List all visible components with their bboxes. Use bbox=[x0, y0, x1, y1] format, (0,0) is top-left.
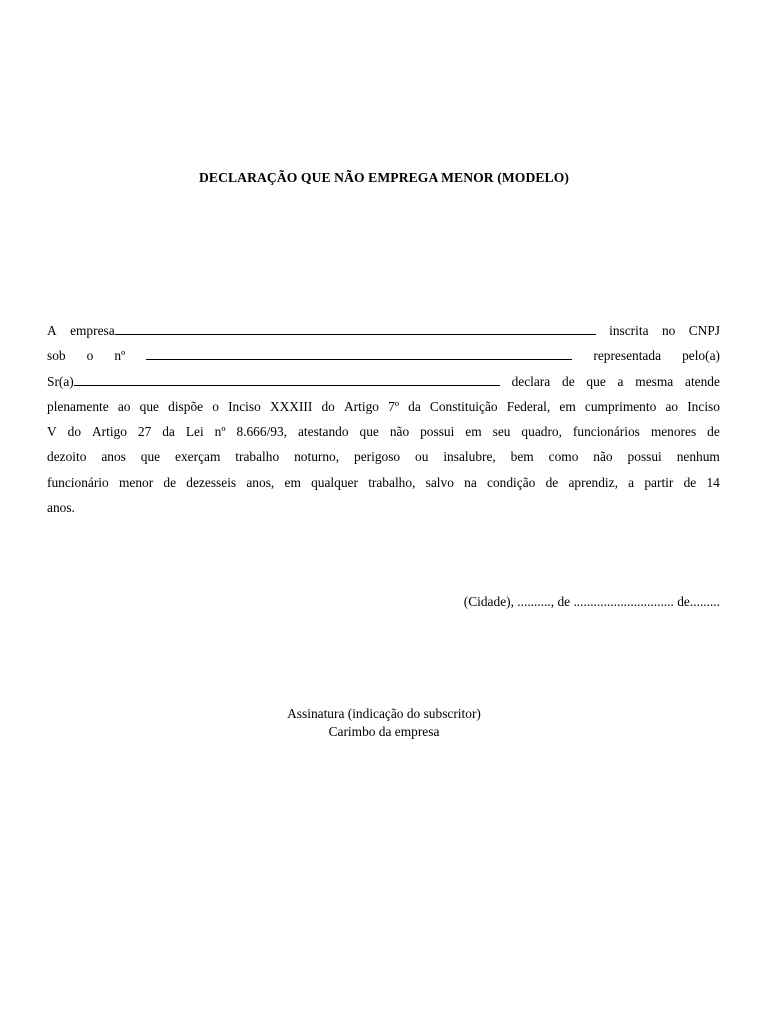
body-line-1 bbox=[47, 318, 720, 343]
word: que bbox=[140, 449, 161, 465]
word: seu bbox=[492, 424, 511, 440]
body-line-3 bbox=[47, 369, 720, 394]
word: Federal, bbox=[506, 398, 551, 414]
word: nº bbox=[214, 424, 226, 440]
word: Constituição bbox=[429, 398, 498, 414]
word: Inciso bbox=[228, 398, 261, 414]
word: o bbox=[86, 348, 94, 364]
word: de bbox=[545, 474, 559, 490]
word: ao bbox=[665, 398, 679, 414]
word: aprendiz, bbox=[568, 474, 618, 490]
word: da bbox=[162, 424, 175, 440]
word: de bbox=[562, 373, 575, 389]
empresa-blank-field[interactable] bbox=[115, 320, 596, 335]
word: Artigo bbox=[91, 424, 127, 440]
word: do bbox=[321, 398, 335, 414]
word: na bbox=[464, 474, 477, 490]
word: de bbox=[163, 474, 177, 490]
word: inscrita bbox=[609, 323, 649, 338]
word: anos bbox=[101, 449, 126, 465]
word: atestando bbox=[297, 424, 349, 440]
body-line-7 bbox=[47, 470, 720, 495]
word: não bbox=[389, 424, 410, 440]
word: em bbox=[465, 424, 482, 440]
word: insalubre, bbox=[443, 449, 496, 465]
word: pelo(a) bbox=[682, 348, 720, 364]
word: dispõe bbox=[168, 398, 204, 414]
word: Inciso bbox=[687, 398, 720, 414]
word: quadro, bbox=[521, 424, 562, 440]
word: cumprimento bbox=[584, 398, 657, 414]
word: mesma bbox=[635, 373, 674, 389]
representative-blank-field[interactable] bbox=[74, 371, 500, 386]
empresa-group bbox=[70, 318, 596, 343]
word: funcionários bbox=[572, 424, 640, 440]
word: Lei bbox=[185, 424, 204, 440]
word: da bbox=[408, 398, 421, 414]
word: possui bbox=[627, 449, 662, 465]
word: em bbox=[284, 474, 301, 490]
word: dezoito bbox=[47, 449, 87, 465]
word: noturno, bbox=[294, 449, 340, 465]
word: não bbox=[593, 449, 613, 465]
word: condição bbox=[487, 474, 536, 490]
word: que bbox=[586, 373, 606, 389]
word: dezesseis bbox=[186, 474, 237, 490]
word: A bbox=[47, 323, 57, 338]
word: em bbox=[559, 398, 576, 414]
word: plenamente bbox=[47, 398, 109, 414]
word: ao bbox=[117, 398, 131, 414]
word: trabalho, bbox=[368, 474, 416, 490]
word: ou bbox=[415, 449, 429, 465]
word: a bbox=[628, 474, 635, 490]
word: 27 bbox=[137, 424, 152, 440]
cnpj-blank-field[interactable] bbox=[146, 345, 572, 360]
word: partir bbox=[644, 474, 674, 490]
word: de bbox=[707, 424, 720, 440]
word: 8.666/93, bbox=[236, 424, 288, 440]
word: declara bbox=[511, 373, 551, 389]
word: a bbox=[617, 373, 624, 389]
word: Sr(a) bbox=[47, 373, 74, 389]
body-line-2 bbox=[47, 343, 720, 368]
body-line-8: anos. bbox=[47, 500, 75, 516]
word: exerçam bbox=[175, 449, 221, 465]
word: XXXIII bbox=[269, 398, 313, 414]
word: salvo bbox=[425, 474, 454, 490]
word: V bbox=[47, 424, 57, 440]
word: funcionário bbox=[47, 474, 109, 490]
word: sob bbox=[47, 348, 66, 364]
word: qualquer bbox=[311, 474, 358, 490]
word: 7º bbox=[388, 398, 399, 414]
word: representada bbox=[593, 348, 662, 364]
word: Artigo bbox=[344, 398, 379, 414]
signature-block bbox=[0, 705, 768, 741]
word: 14 bbox=[706, 474, 720, 490]
body-line-6 bbox=[47, 444, 720, 469]
word: atende bbox=[685, 373, 720, 389]
word: que bbox=[359, 424, 379, 440]
body-line-4 bbox=[47, 394, 720, 419]
word: CNPJ bbox=[688, 323, 720, 338]
word: menores bbox=[650, 424, 697, 440]
word: de bbox=[683, 474, 697, 490]
word: do bbox=[67, 424, 82, 440]
sr-group bbox=[47, 369, 500, 394]
body-line-5 bbox=[47, 419, 720, 444]
word: como bbox=[548, 449, 579, 465]
word: menor bbox=[118, 474, 154, 490]
word: o bbox=[212, 398, 219, 414]
declaration-body bbox=[47, 318, 720, 520]
word: nenhum bbox=[676, 449, 720, 465]
word: no bbox=[661, 323, 676, 338]
document-title: DECLARAÇÃO QUE NÃO EMPREGA MENOR (MODELO) bbox=[199, 170, 569, 185]
word: bem bbox=[510, 449, 534, 465]
word: nº bbox=[114, 348, 126, 364]
word: que bbox=[139, 398, 159, 414]
word: empresa bbox=[70, 323, 115, 338]
signature-label: Assinatura (indicação do subscritor) bbox=[287, 706, 481, 721]
word: anos, bbox=[246, 474, 275, 490]
date-place-line: (Cidade), .........., de .............................. de......... bbox=[463, 594, 720, 609]
company-stamp-label: Carimbo da empresa bbox=[328, 724, 440, 739]
word: possui bbox=[420, 424, 455, 440]
word: trabalho bbox=[235, 449, 280, 465]
word: perigoso bbox=[354, 449, 401, 465]
